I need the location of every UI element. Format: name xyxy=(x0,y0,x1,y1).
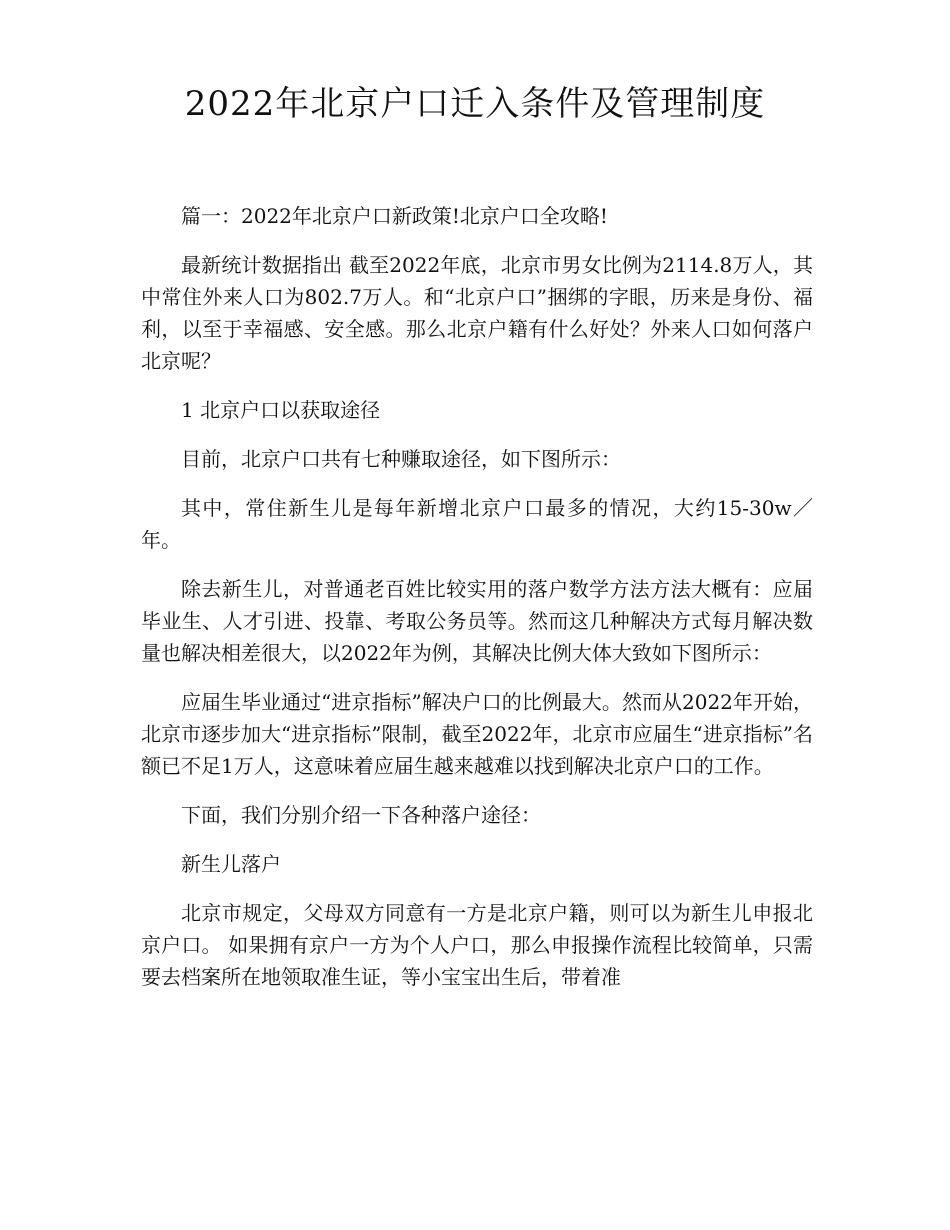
paragraph: 应届生毕业通过“进京指标”解决户口的比例最大。然而从2022年开始，北京市逐步加大“进京指标”限制，截至2022年，北京市应届生“进京指标”名额已不足1万人，这意味着应届生越来越难以找到解决北京户口的工作。 xyxy=(141,690,813,778)
paragraph: 篇一：2022年北京户口新政策!北京户口全攻略! xyxy=(181,204,608,228)
paragraph: 除去新生儿，对普通老百姓比较实用的落户数学方法方法大概有：应届毕业生、人才引进、投靠、考取公务员等。然而这几种解决方式每月解决数量也解决相差很大，以2022年为例，其解决比例大体大致如下图所示： xyxy=(141,577,813,665)
paragraph: 目前，北京户口共有七种赚取途径，如下图所示： xyxy=(181,447,621,471)
paragraph: 北京市规定，父母双方同意有一方是北京户籍，则可以为新生儿申报北京户口。 如果拥有京户一方为个人户口，那么申报操作流程比较简单，只需要去档案所在地领取准生证，等小宝宝出生后，带着准 xyxy=(141,901,813,989)
document-body xyxy=(141,200,813,1010)
paragraph: 新生儿落户 xyxy=(181,852,281,876)
paragraph: 下面，我们分别介绍一下各种落户途径： xyxy=(181,803,541,827)
paragraph: 最新统计数据指出 截至2022年底，北京市男女比例为2114.8万人，其中常住外来人口为802.7万人。和“北京户口”捆绑的字眼，历来是身份、福利，以至于幸福感、安全感。那么北京户籍有什么好处？外来人口如何落户北京呢？ xyxy=(141,253,813,373)
paragraph: 其中，常住新生儿是每年新增北京户口最多的情况，大约15-30w／年。 xyxy=(141,496,813,552)
document-title: 2022年北京户口迁入条件及管理制度 xyxy=(184,84,766,124)
paragraph: 1 北京户口以获取途径 xyxy=(181,398,381,422)
